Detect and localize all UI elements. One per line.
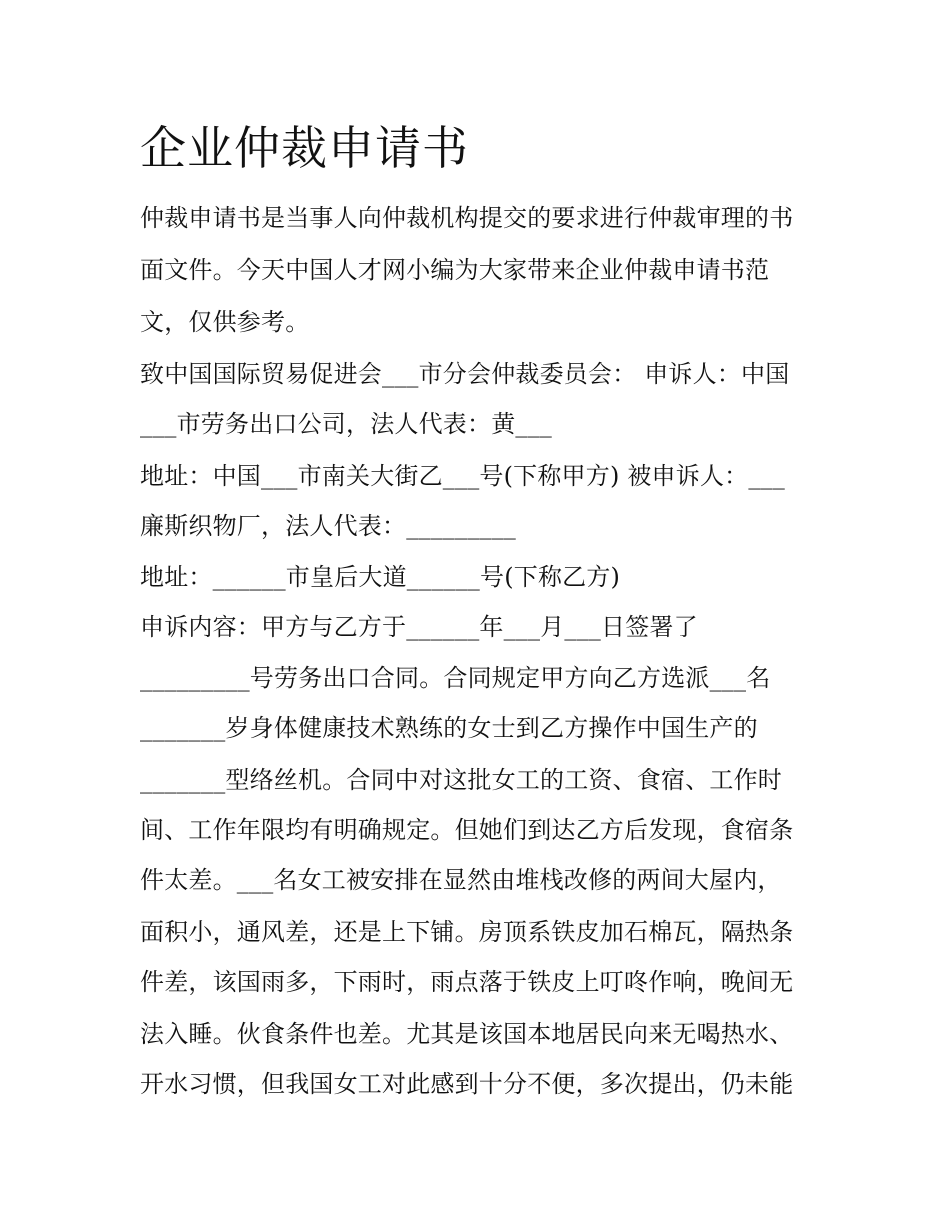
paragraph-line: _______岁身体健康技术熟练的女士到乙方操作中国生产的	[140, 714, 758, 742]
paragraph-line: 地址：中国___市南关大街乙___号(下称甲方) 被申诉人：___	[140, 462, 785, 490]
paragraph-line: 法入睡。伙食条件也差。尤其是该国本地居民向来无喝热水、	[140, 1020, 794, 1048]
paragraph-line: 致中国国际贸易促进会___市分会仲裁委员会： 申诉人：中国	[140, 360, 790, 388]
paragraph-line: 件太差。___名女工被安排在显然由堆栈改修的两间大屋内，	[140, 866, 782, 894]
paragraph-line: 文，仅供参考。	[140, 308, 310, 336]
paragraph-line: 间、工作年限均有明确规定。但她们到达乙方后发现，食宿条	[140, 816, 794, 844]
paragraph-line: 仲裁申请书是当事人向仲裁机构提交的要求进行仲裁审理的书	[140, 204, 794, 232]
paragraph-line: _________号劳务出口合同。合同规定甲方向乙方选派___名	[140, 664, 771, 692]
paragraph-line: 件差，该国雨多，下雨时，雨点落于铁皮上叮咚作响，晚间无	[140, 968, 794, 996]
paragraph-line: 廉斯织物厂，法人代表：_________	[140, 512, 516, 540]
paragraph-line: ___市劳务出口公司，法人代表：黄___	[140, 410, 552, 438]
paragraph-line: 申诉内容：甲方与乙方于______年___月___日签署了	[140, 613, 698, 641]
paragraph-line: 开水习惯，但我国女工对此感到十分不便，多次提出，仍未能	[140, 1070, 794, 1098]
document-title: 企业仲裁申请书	[140, 121, 469, 175]
paragraph-line: 面积小，通风差，还是上下铺。房顶系铁皮加石棉瓦，隔热条	[140, 918, 794, 946]
paragraph-line: 地址：______市皇后大道______号(下称乙方)	[140, 563, 621, 591]
paragraph-line: _______型络丝机。合同中对这批女工的工资、食宿、工作时	[140, 766, 782, 794]
paragraph-line: 面文件。今天中国人才网小编为大家带来企业仲裁申请书范	[140, 256, 770, 284]
